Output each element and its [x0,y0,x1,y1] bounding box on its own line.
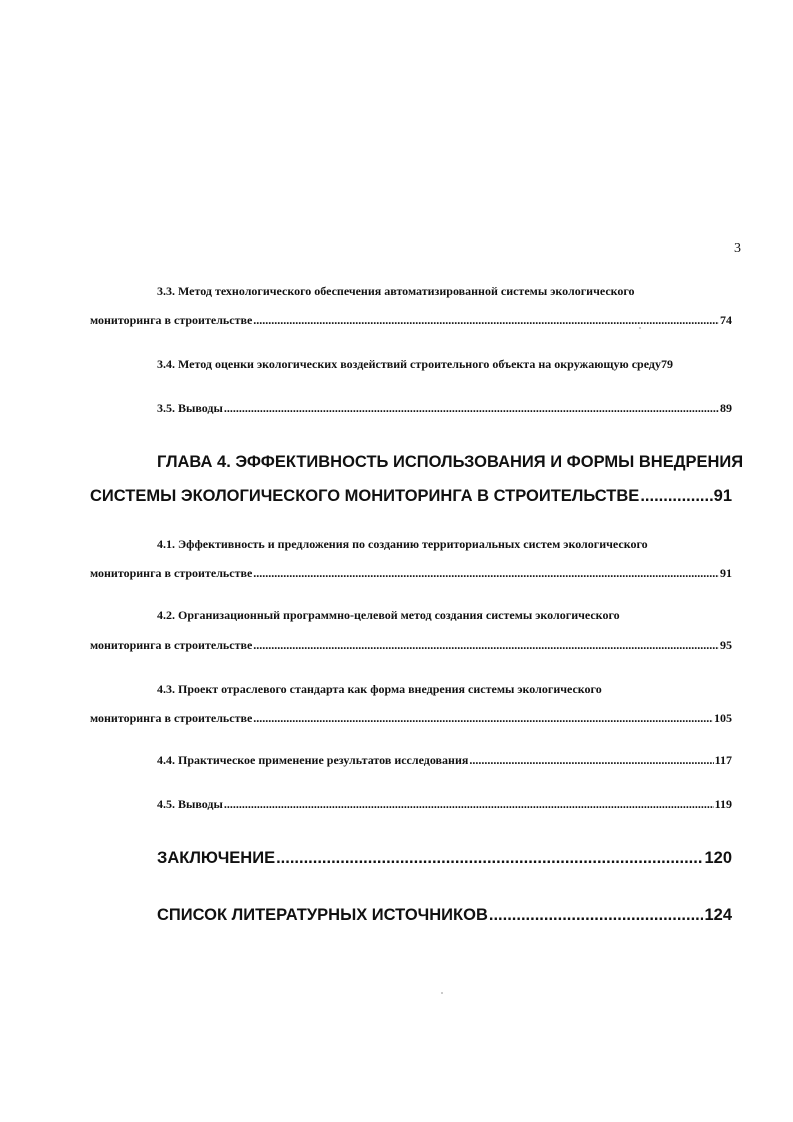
toc-entry-leader-line [90,797,732,811]
toc-entry-leader-line [157,905,732,925]
toc-page-number: 89 [720,401,732,415]
toc-page-number: 79 [660,357,673,371]
toc-entry-text: 4.2. Организационный программно-целевой метод создания системы экологического [157,608,620,622]
dot-leader [224,797,714,811]
toc-entry-text: 4.3. Проект отраслевого стандарта как форма внедрения системы экологического [157,682,602,696]
toc-entry-3-4[interactable] [90,357,732,371]
toc-entry-text: 4.1. Эффективность и предложения по созданию территориальных систем экологического [157,537,648,551]
toc-chapter-4[interactable] [90,452,744,506]
toc-entry-4-5[interactable] [90,797,732,811]
toc-entry-text: СПИСОК ЛИТЕРАТУРНЫХ ИСТОЧНИКОВ [157,906,488,924]
dot-leader [224,401,719,415]
toc-entry-leader-line [90,486,732,506]
toc-entry-text: 4.4. Практическое применение результатов исследования [157,753,469,767]
toc-entry-leader-line [90,357,732,371]
toc-page-number: 117 [714,753,732,767]
toc-entry-3-5[interactable] [90,401,732,415]
toc-entry-leader-line [90,566,732,580]
toc-entry-text: ГЛАВА 4. ЭФФЕКТИВНОСТЬ ИСПОЛЬЗОВАНИЯ И ФОРМЫ ВНЕДРЕНИЯ [157,453,744,471]
dot-leader [276,848,703,868]
toc-entry-text: мониторинга в строительстве [90,566,253,580]
toc-entry-text: мониторинга в строительстве [90,711,253,725]
toc-entry-leader-line [90,711,732,725]
toc-entry-leader-line [90,753,732,767]
toc-entry-3-3[interactable] [90,284,732,327]
chapter-title [90,452,744,472]
toc-entry-leader-line [90,401,732,415]
toc-entry-title [90,608,732,622]
toc-entry-leader-line [90,313,732,327]
toc-page-number: 124 [704,906,732,924]
toc-entry-text: мониторинга в строительстве [90,638,253,652]
dot-leader [489,905,704,925]
toc-entry-4-4[interactable] [90,753,732,767]
page-number: 3 [734,241,741,256]
toc-entry-text: 3.4. Метод оценки экологических воздействий строительного объекта на окружающую среду [157,357,661,371]
toc-entry-text: 3.5. Выводы [157,401,223,415]
toc-page-number: 91 [720,566,732,580]
dot-leader [253,638,719,652]
toc-entry-4-2[interactable] [90,608,732,652]
toc-entry-leader-line [90,638,732,652]
scan-speck [441,992,443,994]
toc-entry-text: 4.5. Выводы [157,797,223,811]
toc-entry-title [90,682,732,696]
toc-entry-leader-line [157,848,732,868]
dot-leader [253,711,713,725]
toc-page-number: 95 [720,638,732,652]
toc-page-number: 120 [704,849,732,867]
toc-entry-title [90,537,732,551]
toc-entry-title [90,284,732,298]
toc-conclusion[interactable] [157,848,732,868]
toc-entry-text: 3.3. Метод технологического обеспечения автоматизированной системы экологического [157,284,635,298]
dot-leader [469,753,713,767]
toc-page-number: 91 [713,487,732,505]
toc-entry-text: ЗАКЛЮЧЕНИЕ [157,849,276,867]
toc-entry-text: мониторинга в строительстве [90,313,253,327]
dot-leader [640,486,712,506]
toc-page-number: 105 [714,711,732,725]
dot-leader [253,313,719,327]
toc-entry-4-3[interactable] [90,682,732,725]
toc-entry-4-1[interactable] [90,537,732,580]
dot-leader [253,566,719,580]
toc-entry-text: СИСТЕМЫ ЭКОЛОГИЧЕСКОГО МОНИТОРИНГА В СТРОИТЕЛЬСТВЕ [90,487,640,505]
toc-page-number: 74 [720,313,732,327]
scan-speck [639,327,641,329]
toc-page-number: 119 [714,797,732,811]
toc-references[interactable] [157,905,732,925]
